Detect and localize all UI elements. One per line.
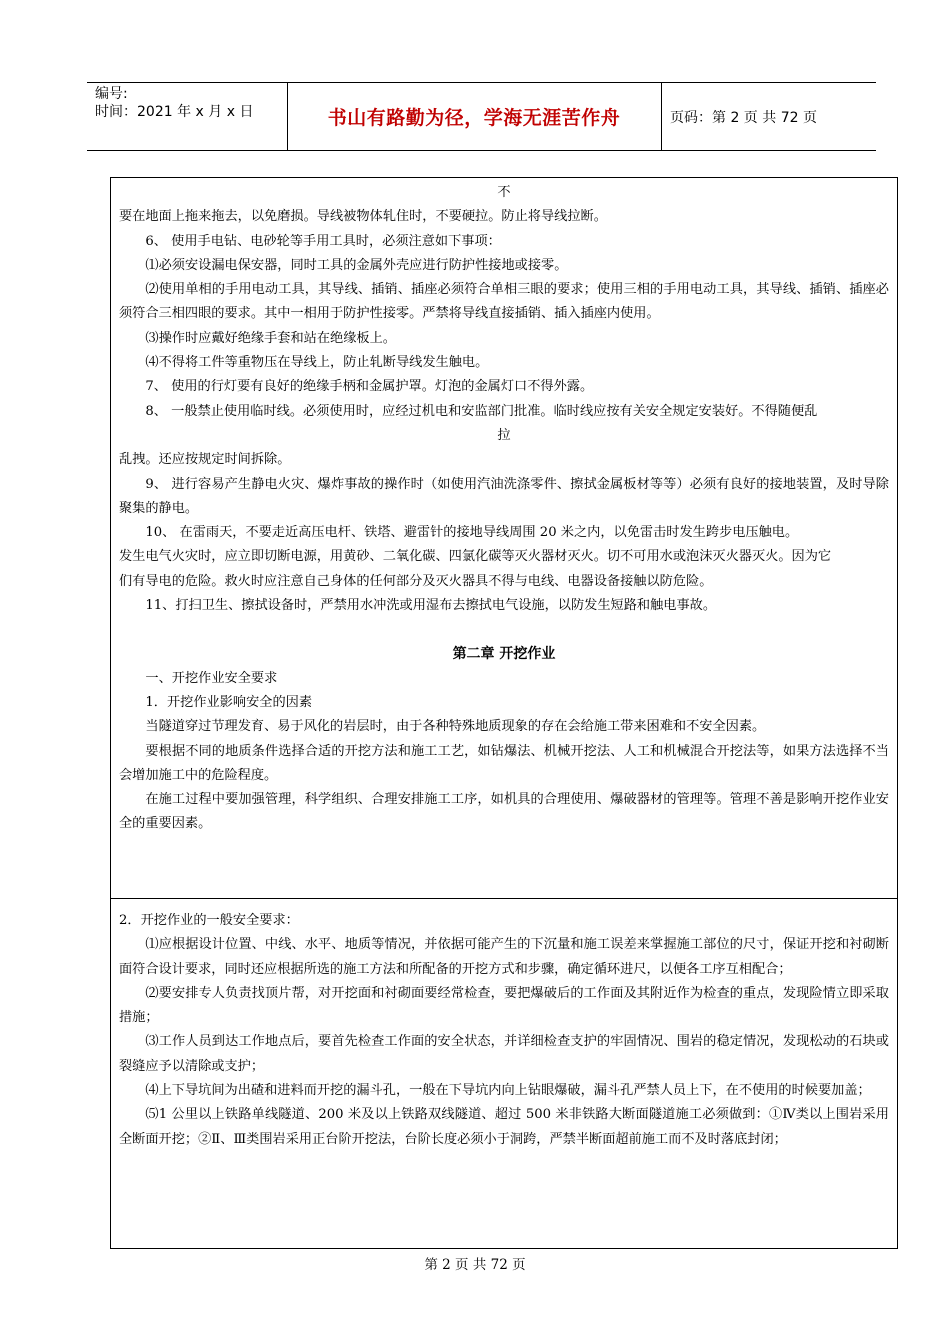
page-header xyxy=(87,82,876,151)
list-item: ⑸1 公里以上铁路单线隧道、200 米及以上铁路双线隧道、超过 500 米非铁路大断面隧道施工必须做到：①Ⅳ类以上围岩采用全断面开挖；②Ⅱ、Ⅲ类围岩采用正台阶开挖法，台阶长度必须小于洞跨，严禁半断面超前施工而不及时落底封闭； xyxy=(119,1107,889,1147)
content-box-1 xyxy=(110,177,898,899)
text-line: 们有导电的危险。救火时应注意自己身体的任何部分及灭火器具不得与电线、电器设备接触以防危险。 xyxy=(119,573,713,589)
header-divider xyxy=(661,83,662,150)
subheading: 一、开挖作业安全要求 xyxy=(145,670,278,686)
text-line: ⑴必须安设漏电保安器，同时工具的金属外壳应进行防护性接地或接零。 xyxy=(145,257,568,273)
paragraph: 要根据不同的地质条件选择合适的开挖方法和施工工艺，如钻爆法、机械开挖法、人工和机械混合开挖法等，如果方法选择不当会增加施工中的危险程度。 xyxy=(119,743,889,783)
text-line: ⑶操作时应戴好绝缘手套和站在绝缘板上。 xyxy=(145,330,396,346)
list-item: ⑶工作人员到达工作地点后，要首先检查工作面的安全状态，并详细检查支护的牢固情况、围岩的稳定情况，发现松动的石块或裂缝应予以清除或支护； xyxy=(119,1034,889,1074)
text-line: 拉 xyxy=(497,427,511,443)
list-item: ⑴应根据设计位置、中线、水平、地质等情况，并依据可能产生的下沉量和施工误差来掌握施工部位的尺寸，保证开挖和衬砌断面符合设计要求，同时还应根据所选的施工方法和所配备的开挖方式和步骤，确定循环进尺，以便各工序互相配合； xyxy=(119,937,889,977)
text-line: ⑷不得将工件等重物压在导线上，防止轧断导线发生触电。 xyxy=(145,355,489,371)
code-label: 编号: xyxy=(95,86,128,102)
subheading: 1．开挖作业影响安全的因素 xyxy=(145,694,313,710)
text-line: ⑵使用单相的手用电动工具，其导线、插销、插座必须符合单相三眼的要求；使用三相的手用电动工具，其导线、插销、插座必须符合三相四眼的要求。其中一相用于防护性接零。严禁将导线直接插销、插入插座内使用。 xyxy=(119,282,889,322)
list-item: ⑷上下导坑间为出碴和进料而开挖的漏斗孔，一般在下导坑内向上钻眼爆破，漏斗孔严禁人员上下，在不使用的时候要加盖； xyxy=(145,1083,871,1099)
time-label: 时间：2021 年 x 月 x 日 xyxy=(95,104,254,120)
content-text-2 xyxy=(119,909,889,1152)
paragraph: 在施工过程中要加强管理，科学组织、合理安排施工工序，如机具的合理使用、爆破器材的管理等。管理不善是影响开挖作业安全的重要因素。 xyxy=(119,792,889,832)
paragraph: 当隧道穿过节理发育、易于风化的岩层时，由于各种特殊地质现象的存在会给施工带来困难和不安全因素。 xyxy=(145,719,766,735)
content-text-1 xyxy=(119,181,889,837)
section-heading: 2．开挖作业的一般安全要求： xyxy=(119,913,299,928)
header-motto: 书山有路勤为径，学海无涯苦作舟 xyxy=(327,107,621,129)
content-box-2 xyxy=(110,898,898,1249)
text-line: 6、 使用手电钻、电砂轮等手用工具时，必须注意如下事项： xyxy=(145,233,501,249)
text-line: 要在地面上拖来拖去，以免磨损。导线被物体轧住时，不要硬拉。防止将导线拉断。 xyxy=(119,209,607,225)
text-line: 8、 一般禁止使用临时线。必须使用时，应经过机电和安监部门批准。临时线应按有关安全规定安装好。不得随便乱 xyxy=(145,403,818,419)
text-line: 10、 在雷雨天，不要走近高压电杆、铁塔、避雷针的接地导线周围 20 米之内，以免雷击时发生跨步电压触电。 xyxy=(145,525,799,541)
text-line: 乱拽。还应按规定时间拆除。 xyxy=(119,452,291,468)
text-line: 7、 使用的行灯要有良好的绝缘手柄和金属护罩。灯泡的金属灯口不得外露。 xyxy=(145,379,594,395)
text-line: 发生电气火灾时，应立即切断电源，用黄砂、二氧化碳、四氯化碳等灭火器材灭火。切不可用水或泡沫灭火器灭火。因为它 xyxy=(119,549,832,565)
chapter-title: 第二章 开挖作业 xyxy=(452,646,556,663)
list-item: ⑵要安排专人负责找顶片帮，对开挖面和衬砌面要经常检查，要把爆破后的工作面及其附近作为检查的重点，发现险情立即采取措施； xyxy=(119,985,889,1026)
text-line: 11、打扫卫生、擦拭设备时，严禁用水冲洗或用湿布去擦拭电气设施，以防发生短路和触电事故。 xyxy=(145,598,717,614)
header-page-label: 页码：第 2 页 共 72 页 xyxy=(670,109,817,126)
header-meta xyxy=(95,85,295,121)
text-line: 不 xyxy=(497,185,511,200)
text-line: 9、 进行容易产生静电火灾、爆炸事故的操作时（如使用汽油洗涤零件、擦拭金属板材等等）必须有良好的接地装置，及时导除聚集的静电。 xyxy=(119,476,889,516)
page-footer: 第 2 页 共 72 页 xyxy=(424,1257,526,1273)
